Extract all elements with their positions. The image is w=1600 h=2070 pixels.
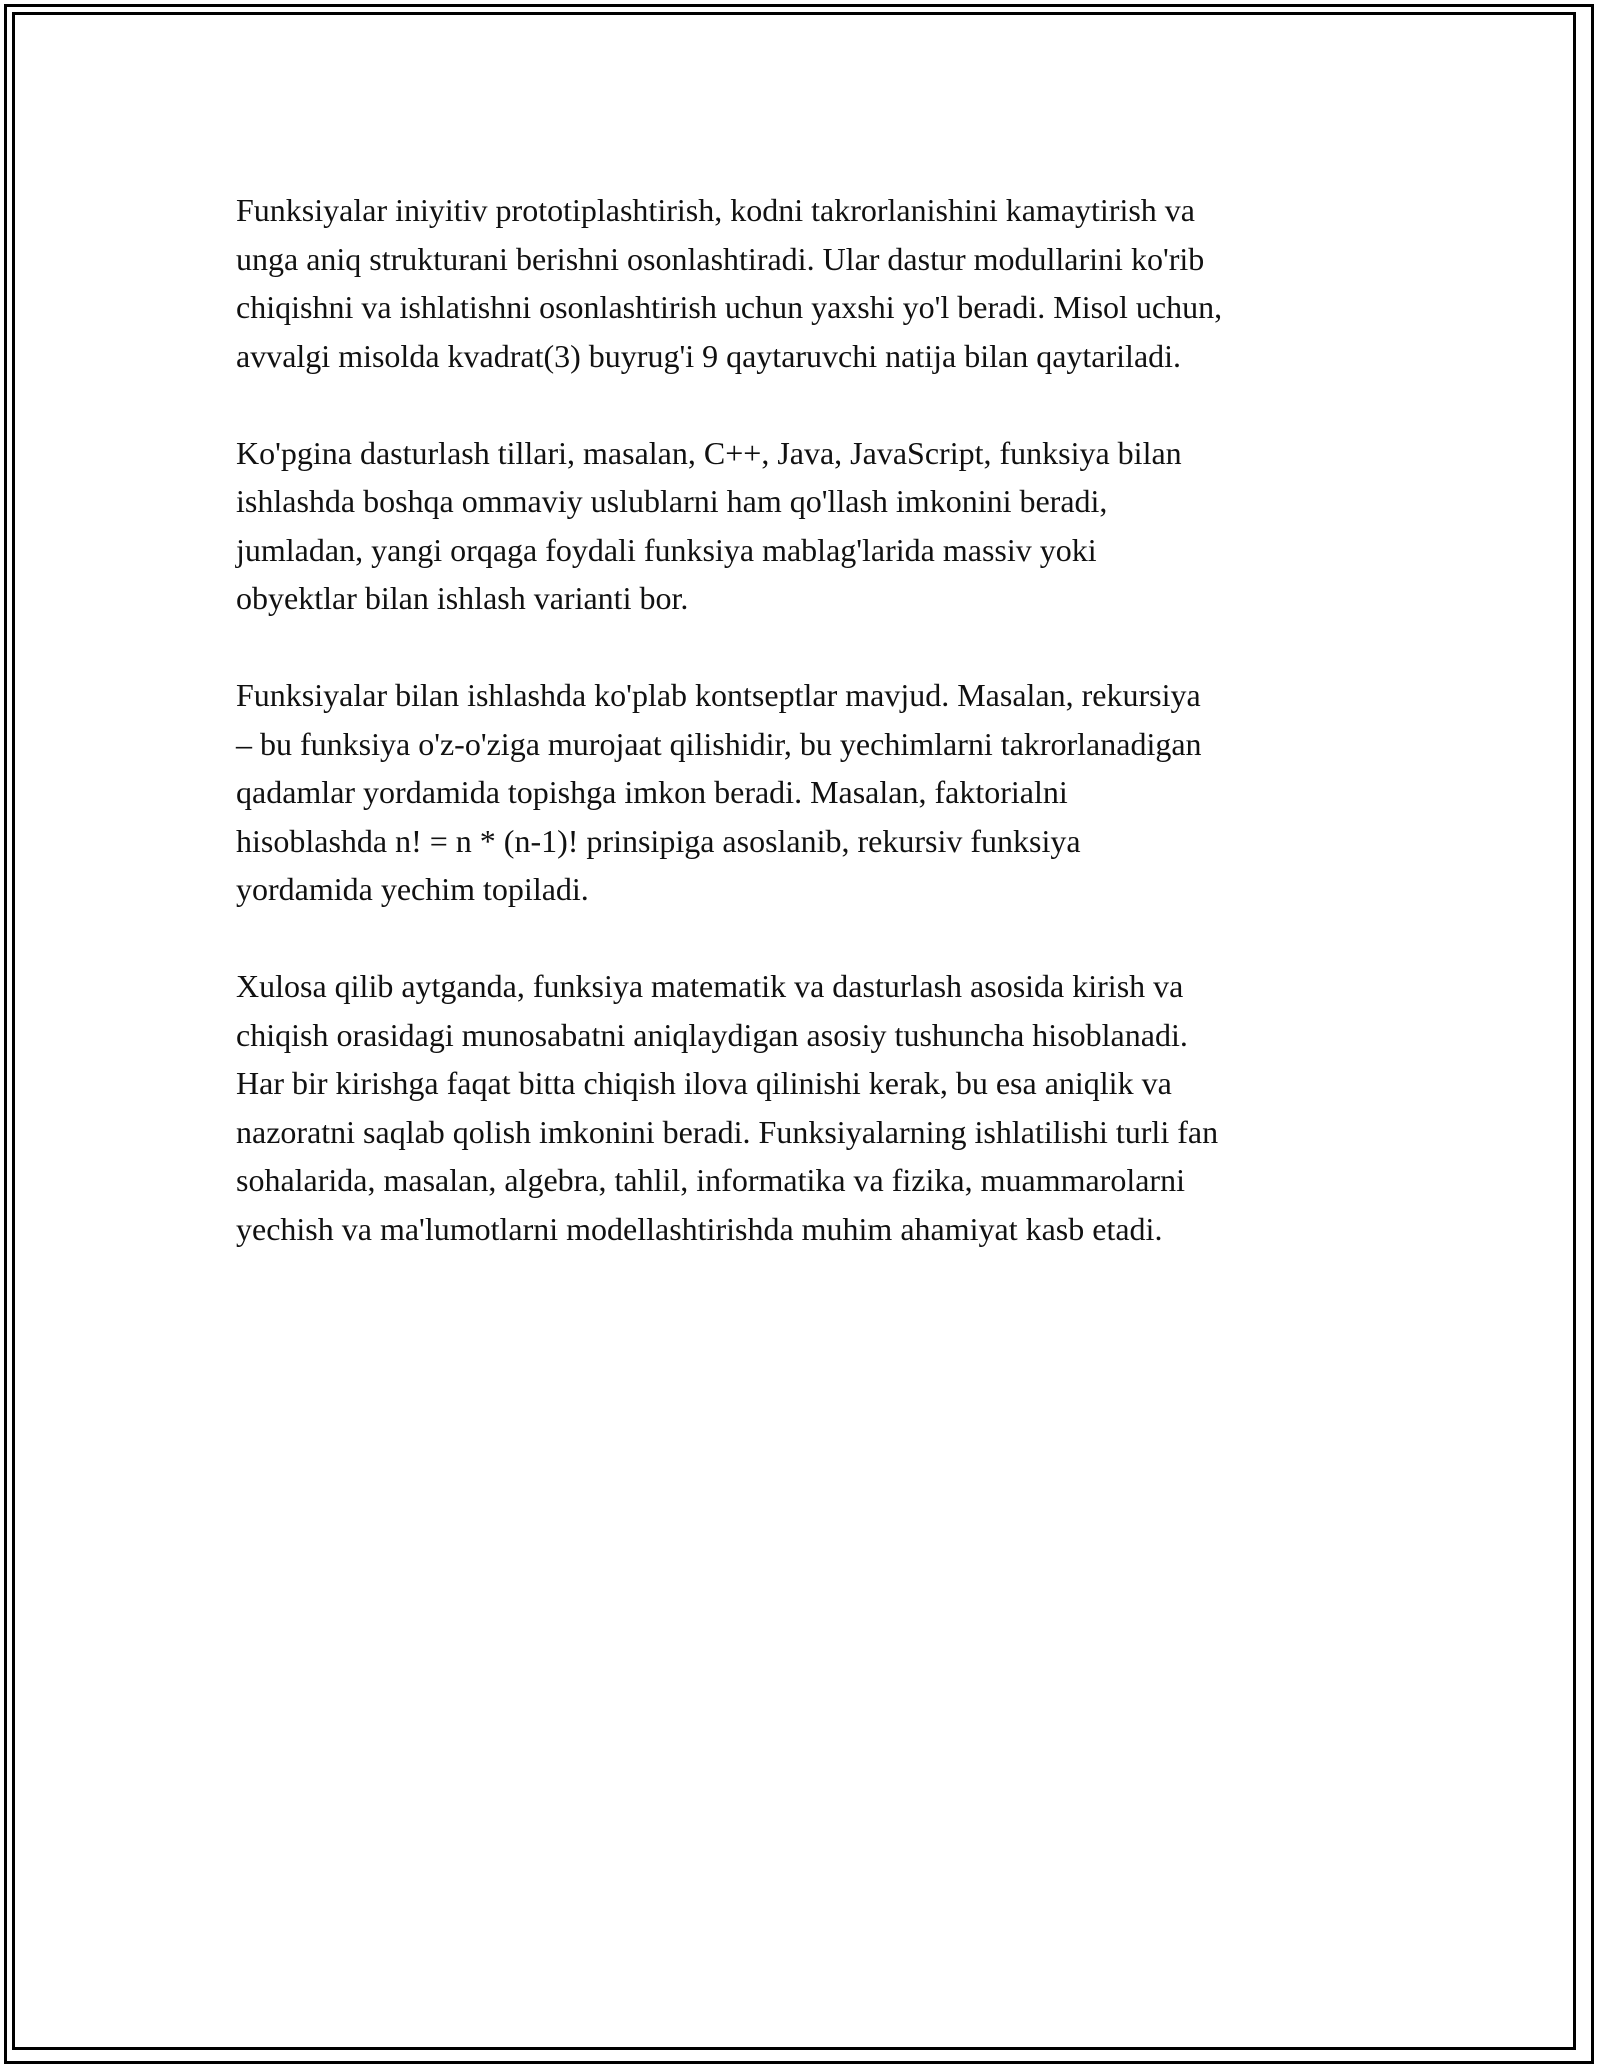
paragraph-line: hisoblashda n! = n * (n-1)! prinsipiga asoslanib, rekursiv funksiya [236,822,1081,859]
paragraph-line: ishlashda boshqa ommaviy uslublarni ham qo'llash imkonini beradi, [236,483,1108,519]
paragraph-2 [236,429,1376,623]
paragraph-1 [236,186,1376,380]
paragraph-line: Har bir kirishga faqat bitta chiqish ilova qilinishi kerak, bu esa aniqlik va [236,1065,1172,1101]
paragraph-line: – bu funksiya o'z-o'ziga murojaat qilishidir, bu yechimlarni takrorlanadigan [236,725,1202,762]
paragraph-line: obyektlar bilan ishlash varianti bor. [236,580,689,616]
paragraph-line: Funksiyalar bilan ishlashda ko'plab kontseptlar mavjud. Masalan, rekursiya [236,677,1201,713]
paragraph-line: yechish va ma'lumotlarni modellashtirishda muhim ahamiyat kasb etadi. [236,1210,1163,1247]
paragraph-line: qadamlar yordamida topishga imkon beradi. Masalan, faktorialni [236,774,1068,810]
paragraph-line: nazoratni saqlab qolish imkonini beradi. Funksiyalarning ishlatilishi turli fan [236,1113,1219,1150]
document-body [236,186,1376,1302]
paragraph-line: Funksiyalar iniyitiv prototiplashtirish, kodni takrorlanishini kamaytirish va [236,192,1195,228]
paragraph-line: unga aniq strukturani berishni osonlashtiradi. Ular dastur modullarini ko'rib [236,240,1205,277]
paragraph-line: jumladan, yangi orqaga foydali funksiya mablag'larida massiv yoki [236,531,1097,568]
paragraph-line: Ko'pgina dasturlash tillari, masalan, C++, Java, JavaScript, funksiya bilan [236,434,1182,471]
paragraph-4 [236,962,1376,1253]
paragraph-line: sohalarida, masalan, algebra, tahlil, informatika va fizika, muammarolarni [236,1162,1185,1198]
paragraph-line: yordamida yechim topiladi. [236,871,589,907]
paragraph-line: Xulosa qilib aytganda, funksiya matematik va dasturlash asosida kirish va [236,968,1184,1004]
paragraph-3 [236,671,1376,914]
paragraph-line: chiqishni va ishlatishni osonlashtirish uchun yaxshi yo'l beradi. Misol uchun, [236,289,1223,325]
paragraph-line: avvalgi misolda kvadrat(3) buyrug'i 9 qaytaruvchi natija bilan qaytariladi. [236,337,1182,374]
paragraph-line: chiqish orasidagi munosabatni aniqlaydigan asosiy tushuncha hisoblanadi. [236,1016,1188,1053]
